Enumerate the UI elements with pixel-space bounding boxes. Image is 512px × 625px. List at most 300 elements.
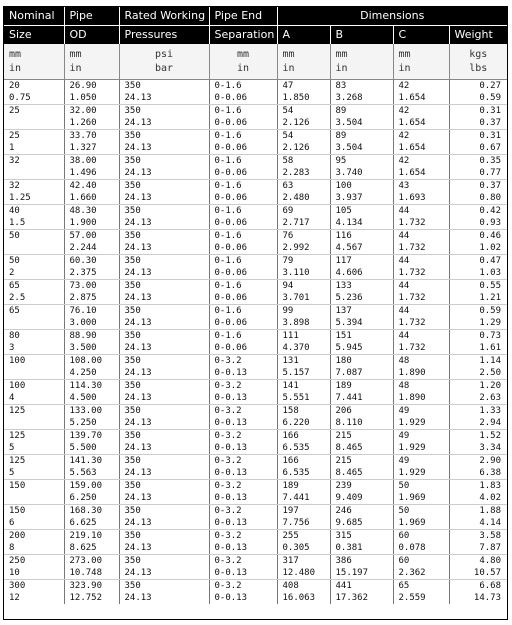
cell-value-imperial: 2.717 — [282, 217, 310, 228]
cell-value-metric: 0-1.6 — [214, 306, 242, 316]
cell-value-imperial — [9, 118, 64, 130]
units-row — [4, 44, 507, 80]
cell-value-imperial: 6.220 — [282, 417, 310, 428]
table-cell — [393, 330, 449, 355]
header-pressures: Pressures — [119, 26, 209, 45]
table-cell — [4, 230, 64, 255]
table-cell — [277, 255, 330, 280]
cell-value-metric: 80 — [9, 331, 20, 341]
table-cell — [119, 580, 209, 605]
cell-value-imperial: 2.63 — [479, 392, 502, 403]
cell-value-metric: 0-3.2 — [214, 481, 242, 491]
table-row — [4, 230, 507, 255]
cell-value-imperial: 4 — [9, 392, 15, 403]
table-cell — [277, 305, 330, 330]
cell-value-imperial: 0.381 — [335, 542, 363, 553]
table-cell — [277, 380, 330, 405]
cell-value-imperial: 3.110 — [282, 267, 310, 278]
table-cell — [393, 205, 449, 230]
cell-value-metric: 20 — [9, 81, 20, 91]
cell-value-metric: 48 — [398, 356, 410, 366]
cell-value-imperial: 0.77 — [479, 167, 502, 178]
cell-value-imperial: 3 — [9, 342, 15, 353]
cell-value-metric: 100 — [9, 356, 26, 366]
table-cell — [119, 505, 209, 530]
cell-value-metric: 159.00 — [69, 481, 103, 491]
cell-value-imperial: 24.13 — [124, 517, 152, 528]
cell-value-metric: 42 — [398, 131, 410, 141]
table-cell — [4, 155, 64, 180]
table-cell — [449, 305, 507, 330]
cell-value-imperial: 10.57 — [473, 567, 502, 578]
cell-value-metric: 54 — [282, 131, 294, 141]
cell-value-imperial — [9, 243, 64, 255]
cell-value-metric: 0-1.6 — [214, 206, 242, 216]
table-cell — [330, 280, 393, 305]
table-row — [4, 355, 507, 380]
table-cell — [209, 255, 277, 280]
cell-value-metric: 38.00 — [69, 156, 97, 166]
table-row — [4, 255, 507, 280]
table-cell — [330, 380, 393, 405]
cell-value-metric: 189 — [335, 381, 352, 391]
cell-value-metric: 350 — [124, 281, 141, 291]
table-cell — [64, 505, 119, 530]
table-cell — [64, 530, 119, 555]
cell-value-imperial: 2.992 — [282, 242, 310, 253]
table-cell — [449, 80, 507, 105]
cell-value-metric: 63 — [282, 181, 294, 191]
cell-value-imperial: 2.875 — [69, 292, 97, 303]
cell-value-metric: 32 — [9, 181, 20, 191]
cell-value-imperial: 1.850 — [282, 92, 310, 103]
table-cell — [209, 280, 277, 305]
cell-value-imperial: 0-0.06 — [214, 142, 248, 153]
cell-value-imperial: 3.504 — [335, 117, 363, 128]
cell-value-metric: 44 — [398, 306, 410, 316]
table-cell — [393, 505, 449, 530]
cell-value-imperial: 6.250 — [69, 492, 97, 503]
cell-value-imperial: 0-0.06 — [214, 217, 248, 228]
table-cell — [393, 380, 449, 405]
table-cell — [4, 580, 64, 605]
cell-value-imperial: 0-0.13 — [214, 592, 248, 603]
cell-value-metric: 350 — [124, 331, 141, 341]
table-cell — [4, 205, 64, 230]
cell-value-metric: 26.90 — [69, 81, 97, 91]
table-cell — [393, 405, 449, 430]
pipe-dimension-table — [3, 6, 508, 620]
cell-value-metric: 0.42 — [479, 206, 502, 216]
cell-value-metric: 408 — [282, 581, 299, 591]
table-cell — [277, 480, 330, 505]
cell-value-metric: 44 — [398, 231, 410, 241]
table-cell — [209, 130, 277, 155]
cell-value-metric: 48 — [398, 381, 410, 391]
table-cell — [119, 355, 209, 380]
header-row-2 — [4, 26, 507, 45]
table-cell — [119, 155, 209, 180]
cell-value-imperial: 5.945 — [335, 342, 363, 353]
header-weight: Weight — [449, 26, 507, 45]
cell-value-imperial: 24.13 — [124, 292, 152, 303]
unit-secondary: in — [236, 63, 250, 74]
unit-secondary: in — [69, 63, 82, 74]
unit-cell — [64, 44, 119, 80]
unit-cell — [119, 44, 209, 80]
cell-value-imperial: 10.748 — [69, 567, 103, 578]
cell-value-imperial: 4.14 — [479, 517, 502, 528]
table-cell — [393, 280, 449, 305]
header-size: Size — [4, 26, 64, 45]
table-cell — [4, 80, 64, 105]
unit-secondary: in — [398, 63, 411, 74]
table-cell — [119, 430, 209, 455]
cell-value-metric: 0-1.6 — [214, 331, 242, 341]
table-row — [4, 455, 507, 480]
table-cell — [4, 480, 64, 505]
table-row — [4, 505, 507, 530]
cell-value-imperial: 15.197 — [335, 567, 369, 578]
cell-value-metric: 0.47 — [479, 256, 502, 266]
unit-primary: mm — [398, 49, 411, 60]
cell-value-metric: 350 — [124, 556, 141, 566]
cell-value-imperial: 7.756 — [282, 517, 310, 528]
table-row — [4, 405, 507, 430]
cell-value-imperial: 24.13 — [124, 567, 152, 578]
table-cell — [330, 330, 393, 355]
cell-value-imperial: 0-0.13 — [214, 417, 248, 428]
cell-value-imperial: 24.13 — [124, 342, 152, 353]
cell-value-imperial: 5.157 — [282, 367, 310, 378]
cell-value-metric: 0-3.2 — [214, 556, 242, 566]
cell-value-metric: 255 — [282, 531, 299, 541]
table-cell — [209, 80, 277, 105]
table-row — [4, 80, 507, 105]
cell-value-imperial: 2.375 — [69, 267, 97, 278]
unit-primary: psi — [154, 49, 174, 60]
table-cell — [209, 205, 277, 230]
cell-value-imperial: 3.34 — [479, 442, 502, 453]
cell-value-imperial: 1.21 — [479, 292, 502, 303]
table-cell — [330, 130, 393, 155]
cell-value-imperial: 7.87 — [479, 542, 502, 553]
table-cell — [64, 230, 119, 255]
cell-value-metric: 50 — [9, 231, 20, 241]
table-cell — [4, 430, 64, 455]
table-cell — [330, 405, 393, 430]
unit-primary: kgs — [469, 49, 488, 60]
cell-value-imperial: 0.93 — [479, 217, 502, 228]
table-cell — [209, 430, 277, 455]
cell-value-imperial: 1.969 — [398, 517, 426, 528]
table-cell — [209, 155, 277, 180]
cell-value-imperial — [9, 493, 64, 505]
table-cell — [119, 230, 209, 255]
cell-value-metric: 0.37 — [479, 181, 502, 191]
cell-value-imperial: 24.13 — [124, 467, 152, 478]
table-cell — [4, 130, 64, 155]
table-cell — [209, 105, 277, 130]
unit-cell — [277, 44, 330, 80]
cell-value-metric: 200 — [9, 531, 26, 541]
cell-value-metric: 117 — [335, 256, 352, 266]
cell-value-imperial: 6.535 — [282, 467, 310, 478]
cell-value-imperial — [9, 318, 64, 330]
cell-value-metric: 58 — [282, 156, 294, 166]
cell-value-imperial: 24.13 — [124, 242, 152, 253]
table-cell — [4, 405, 64, 430]
table-cell — [330, 480, 393, 505]
unit-secondary: in — [335, 63, 348, 74]
table-cell — [330, 255, 393, 280]
table-row — [4, 280, 507, 305]
cell-value-imperial — [9, 368, 64, 380]
cell-value-imperial: 6.535 — [282, 442, 310, 453]
table-cell — [4, 555, 64, 580]
cell-value-imperial: 24.13 — [124, 192, 152, 203]
table-cell — [277, 230, 330, 255]
unit-cell — [330, 44, 393, 80]
table-cell — [119, 130, 209, 155]
cell-value-metric: 0.46 — [479, 231, 502, 241]
table-cell — [209, 530, 277, 555]
table-cell — [64, 305, 119, 330]
cell-value-imperial: 0.078 — [398, 542, 426, 553]
cell-value-imperial: 0-0.13 — [214, 442, 248, 453]
cell-value-metric: 125 — [9, 431, 26, 441]
table-cell — [277, 155, 330, 180]
cell-value-metric: 43 — [398, 181, 410, 191]
cell-value-metric: 350 — [124, 156, 141, 166]
cell-value-imperial: 1.890 — [398, 367, 426, 378]
cell-value-imperial: 1.929 — [398, 417, 426, 428]
table-cell — [64, 280, 119, 305]
table-cell — [4, 455, 64, 480]
cell-value-metric: 189 — [282, 481, 299, 491]
cell-value-imperial: 0-0.13 — [214, 567, 248, 578]
cell-value-metric: 105 — [335, 206, 352, 216]
cell-value-imperial: 1.03 — [479, 267, 502, 278]
table-cell — [449, 455, 507, 480]
cell-value-imperial: 6.625 — [69, 517, 97, 528]
table-cell — [449, 430, 507, 455]
cell-value-imperial: 24.13 — [124, 367, 152, 378]
table-cell — [64, 105, 119, 130]
table-cell — [449, 230, 507, 255]
cell-value-metric: 386 — [335, 556, 352, 566]
cell-value-imperial: 24.13 — [124, 392, 152, 403]
table-cell — [119, 105, 209, 130]
table-cell — [119, 405, 209, 430]
cell-value-metric: 0-1.6 — [214, 81, 242, 91]
table-cell — [209, 305, 277, 330]
cell-value-metric: 0-3.2 — [214, 506, 242, 516]
table-cell — [449, 330, 507, 355]
cell-value-imperial: 2.244 — [69, 242, 97, 253]
table-cell — [277, 405, 330, 430]
table-cell — [393, 155, 449, 180]
cell-value-metric: 1.83 — [479, 481, 502, 491]
cell-value-metric: 350 — [124, 481, 141, 491]
cell-value-metric: 0-1.6 — [214, 281, 242, 291]
header-od: OD — [64, 26, 119, 45]
table-cell — [4, 105, 64, 130]
table-row — [4, 305, 507, 330]
table-cell — [4, 180, 64, 205]
table-cell — [64, 255, 119, 280]
cell-value-imperial: 4.606 — [335, 267, 363, 278]
cell-value-imperial: 6.38 — [479, 467, 502, 478]
cell-value-imperial: 4.370 — [282, 342, 310, 353]
cell-value-metric: 139.70 — [69, 431, 103, 441]
table-cell — [393, 180, 449, 205]
table-cell — [209, 380, 277, 405]
cell-value-imperial: 3.740 — [335, 167, 363, 178]
cell-value-imperial: 24.13 — [124, 117, 152, 128]
cell-value-imperial: 10 — [9, 567, 20, 578]
table-cell — [277, 455, 330, 480]
table-cell — [4, 305, 64, 330]
cell-value-imperial: 0-0.06 — [214, 167, 248, 178]
table-cell — [449, 205, 507, 230]
cell-value-imperial: 9.409 — [335, 492, 363, 503]
cell-value-imperial: 1.5 — [9, 217, 26, 228]
cell-value-metric: 42 — [398, 81, 410, 91]
unit-primary: mm — [69, 49, 82, 60]
unit-cell — [209, 44, 277, 80]
cell-value-metric: 0.31 — [479, 106, 502, 116]
table-cell — [449, 505, 507, 530]
cell-value-imperial: 5 — [9, 442, 15, 453]
table-cell — [277, 330, 330, 355]
cell-value-imperial: 0-0.06 — [214, 292, 248, 303]
table-cell — [119, 330, 209, 355]
table-cell — [393, 105, 449, 130]
table-cell — [393, 130, 449, 155]
cell-value-imperial: 1.732 — [398, 317, 426, 328]
unit-secondary: in — [282, 63, 295, 74]
cell-value-metric: 65 — [9, 281, 20, 291]
cell-value-metric: 1.88 — [479, 506, 502, 516]
table-cell — [64, 580, 119, 605]
cell-value-metric: 0-3.2 — [214, 581, 242, 591]
unit-secondary: in — [9, 63, 22, 74]
table-cell — [64, 405, 119, 430]
table-cell — [4, 355, 64, 380]
unit-primary: mm — [9, 49, 22, 60]
cell-value-metric: 350 — [124, 456, 141, 466]
cell-value-imperial: 14.73 — [473, 592, 502, 603]
cell-value-imperial: 24.13 — [124, 442, 152, 453]
cell-value-imperial: 5.551 — [282, 392, 310, 403]
cell-value-metric: 42 — [398, 106, 410, 116]
cell-value-metric: 350 — [124, 531, 141, 541]
cell-value-metric: 0-1.6 — [214, 131, 242, 141]
table-row — [4, 380, 507, 405]
table-cell — [393, 355, 449, 380]
table-cell — [64, 130, 119, 155]
cell-value-imperial: 8 — [9, 542, 15, 553]
table-cell — [277, 580, 330, 605]
cell-value-imperial: 24.13 — [124, 317, 152, 328]
spec-table — [4, 7, 507, 604]
cell-value-metric: 48.30 — [69, 206, 97, 216]
cell-value-imperial: 8.465 — [335, 467, 363, 478]
cell-value-metric: 89 — [335, 131, 347, 141]
cell-value-imperial: 1.929 — [398, 467, 426, 478]
cell-value-metric: 65 — [9, 306, 20, 316]
table-cell — [330, 205, 393, 230]
cell-value-imperial: 7.087 — [335, 367, 363, 378]
header-pipe: Pipe — [64, 7, 119, 26]
cell-value-metric: 0-1.6 — [214, 181, 242, 191]
table-cell — [393, 80, 449, 105]
cell-value-imperial: 0.80 — [479, 192, 502, 203]
unit-primary: mm — [335, 49, 348, 60]
cell-value-metric: 0-3.2 — [214, 456, 242, 466]
cell-value-imperial: 2.362 — [398, 567, 426, 578]
cell-value-imperial: 8.625 — [69, 542, 97, 553]
cell-value-imperial: 5.236 — [335, 292, 363, 303]
table-cell — [119, 255, 209, 280]
cell-value-metric: 0.31 — [479, 131, 502, 141]
cell-value-metric: 47 — [282, 81, 294, 91]
cell-value-metric: 60.30 — [69, 256, 97, 266]
cell-value-imperial: 3.898 — [282, 317, 310, 328]
cell-value-imperial: 24.13 — [124, 417, 152, 428]
cell-value-imperial: 0-0.13 — [214, 542, 248, 553]
header-c: C — [393, 26, 449, 45]
table-cell — [449, 280, 507, 305]
cell-value-metric: 114.30 — [69, 381, 103, 391]
cell-value-metric: 50 — [398, 481, 410, 491]
cell-value-imperial: 1.969 — [398, 492, 426, 503]
cell-value-imperial: 17.362 — [335, 592, 369, 603]
table-cell — [449, 180, 507, 205]
cell-value-imperial: 1.327 — [69, 142, 97, 153]
table-cell — [4, 530, 64, 555]
cell-value-imperial: 0.37 — [479, 117, 502, 128]
cell-value-metric: 350 — [124, 231, 141, 241]
table-cell — [330, 455, 393, 480]
cell-value-metric: 151 — [335, 331, 352, 341]
cell-value-imperial: 3.504 — [335, 142, 363, 153]
table-cell — [330, 180, 393, 205]
table-cell — [449, 355, 507, 380]
cell-value-imperial: 1.496 — [69, 167, 97, 178]
table-row — [4, 130, 507, 155]
table-cell — [64, 80, 119, 105]
cell-value-metric: 1.14 — [479, 356, 502, 366]
unit-primary: mm — [282, 49, 295, 60]
cell-value-metric: 108.00 — [69, 356, 103, 366]
cell-value-metric: 350 — [124, 106, 141, 116]
unit-secondary: lbs — [469, 63, 488, 74]
table-cell — [277, 530, 330, 555]
cell-value-metric: 350 — [124, 306, 141, 316]
cell-value-imperial: 1.732 — [398, 217, 426, 228]
cell-value-metric: 99 — [282, 306, 294, 316]
cell-value-imperial: 1.654 — [398, 167, 426, 178]
cell-value-imperial: 24.13 — [124, 592, 152, 603]
cell-value-metric: 133.00 — [69, 406, 103, 416]
unit-cell — [4, 44, 64, 80]
table-cell — [64, 555, 119, 580]
cell-value-imperial: 5.500 — [69, 442, 97, 453]
cell-value-imperial: 6 — [9, 517, 15, 528]
cell-value-metric: 246 — [335, 506, 352, 516]
